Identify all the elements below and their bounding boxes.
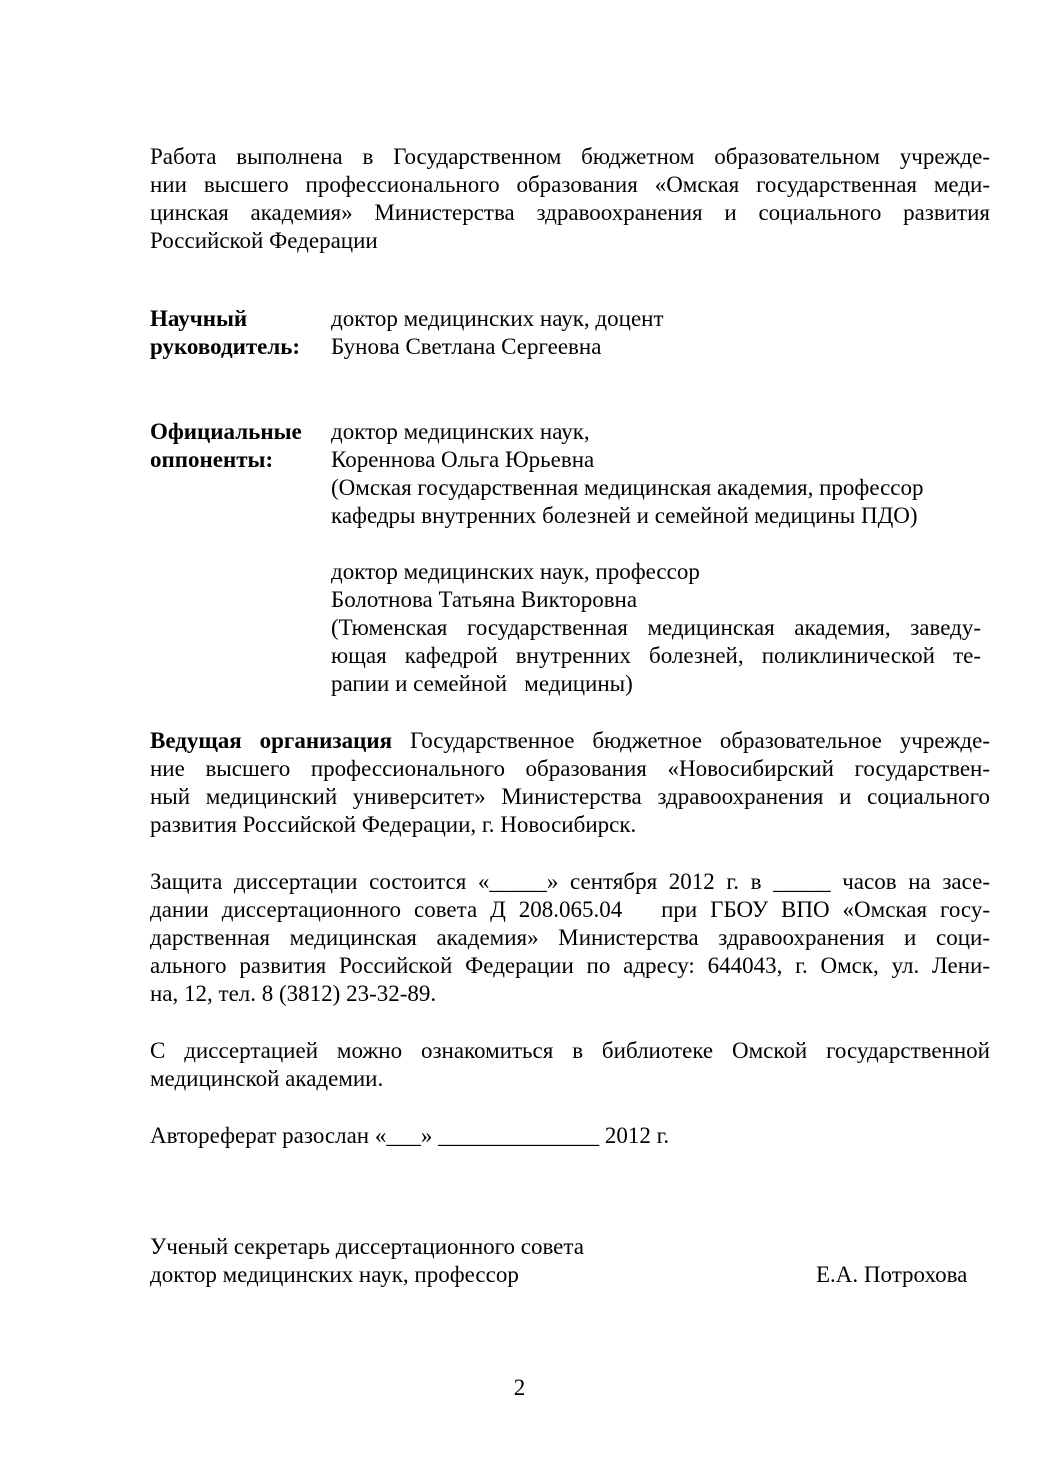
- opponent-1-line: (Омская государственная медицинская академия, профессор: [331, 475, 924, 500]
- lead-org-line: развития Российской Федерации, г. Новосибирск.: [150, 812, 637, 837]
- opponent-2-line: ющая кафедрой внутренних болезней, поликлинической те-: [331, 643, 981, 668]
- opponents-label: Официальные: [150, 419, 302, 444]
- opponent-1-line: доктор медицинских наук,: [331, 419, 590, 444]
- intro-line: цинская академия» Министерства здравоохранения и социального развития: [150, 200, 990, 225]
- mailing-date: Автореферат разослан «___» ______________ 2012 г.: [150, 1123, 670, 1148]
- supervisor-degree: доктор медицинских наук, доцент: [331, 306, 664, 331]
- signature-degree: доктор медицинских наук, профессор: [150, 1262, 519, 1287]
- lead-org-line: ние высшего профессионального образования «Новосибирский государствен-: [150, 756, 990, 781]
- intro-line: нии высшего профессионального образования «Омская государственная меди-: [150, 172, 990, 197]
- defense-line: дании диссертационного совета Д 208.065.04 при ГБОУ ВПО «Омская госу-: [150, 897, 990, 922]
- defense-line: на, 12, тел. 8 (3812) 23-32-89.: [150, 981, 437, 1006]
- opponent-1-line: кафедры внутренних болезней и семейной медицины ПДО): [331, 503, 918, 528]
- opponent-1-line: Кореннова Ольга Юрьевна: [331, 447, 595, 472]
- opponent-2-line: (Тюменская государственная медицинская академия, заведу-: [331, 615, 981, 640]
- lead-org-label: Ведущая организация: [150, 728, 393, 753]
- library-line: С диссертацией можно ознакомиться в библиотеке Омской государственной: [150, 1038, 990, 1063]
- opponent-2-line: Болотнова Татьяна Викторовна: [331, 587, 638, 612]
- lead-org-line: ный медицинский университет» Министерства здравоохранения и социального: [150, 784, 990, 809]
- page-number: 2: [513, 1375, 526, 1400]
- opponents-label: оппоненты:: [150, 447, 274, 472]
- lead-org-text: Государственное бюджетное образовательное учрежде-: [392, 728, 990, 753]
- intro-line: Российской Федерации: [150, 228, 378, 253]
- opponent-2-line: доктор медицинских наук, профессор: [331, 559, 700, 584]
- defense-line: ального развития Российской Федерации по адресу: 644043, г. Омск, ул. Лени-: [150, 953, 990, 978]
- supervisor-label: руководитель:: [150, 334, 301, 359]
- signature-title: Ученый секретарь диссертационного совета: [150, 1234, 584, 1259]
- supervisor-label: Научный: [150, 306, 248, 331]
- intro-line: Работа выполнена в Государственном бюджетном образовательном учрежде-: [150, 144, 990, 169]
- opponent-2-line: рапии и семейной медицины): [331, 671, 633, 696]
- signature-name: Е.А. Потрохова: [816, 1262, 968, 1287]
- library-line: медицинской академии.: [150, 1066, 384, 1091]
- lead-org-first-line: [150, 727, 990, 755]
- defense-line: Защита диссертации состоится «_____» сентября 2012 г. в _____ часов на засе-: [150, 869, 990, 894]
- supervisor-name: Бунова Светлана Сергеевна: [331, 334, 602, 359]
- defense-line: дарственная медицинская академия» Министерства здравоохранения и соци-: [150, 925, 990, 950]
